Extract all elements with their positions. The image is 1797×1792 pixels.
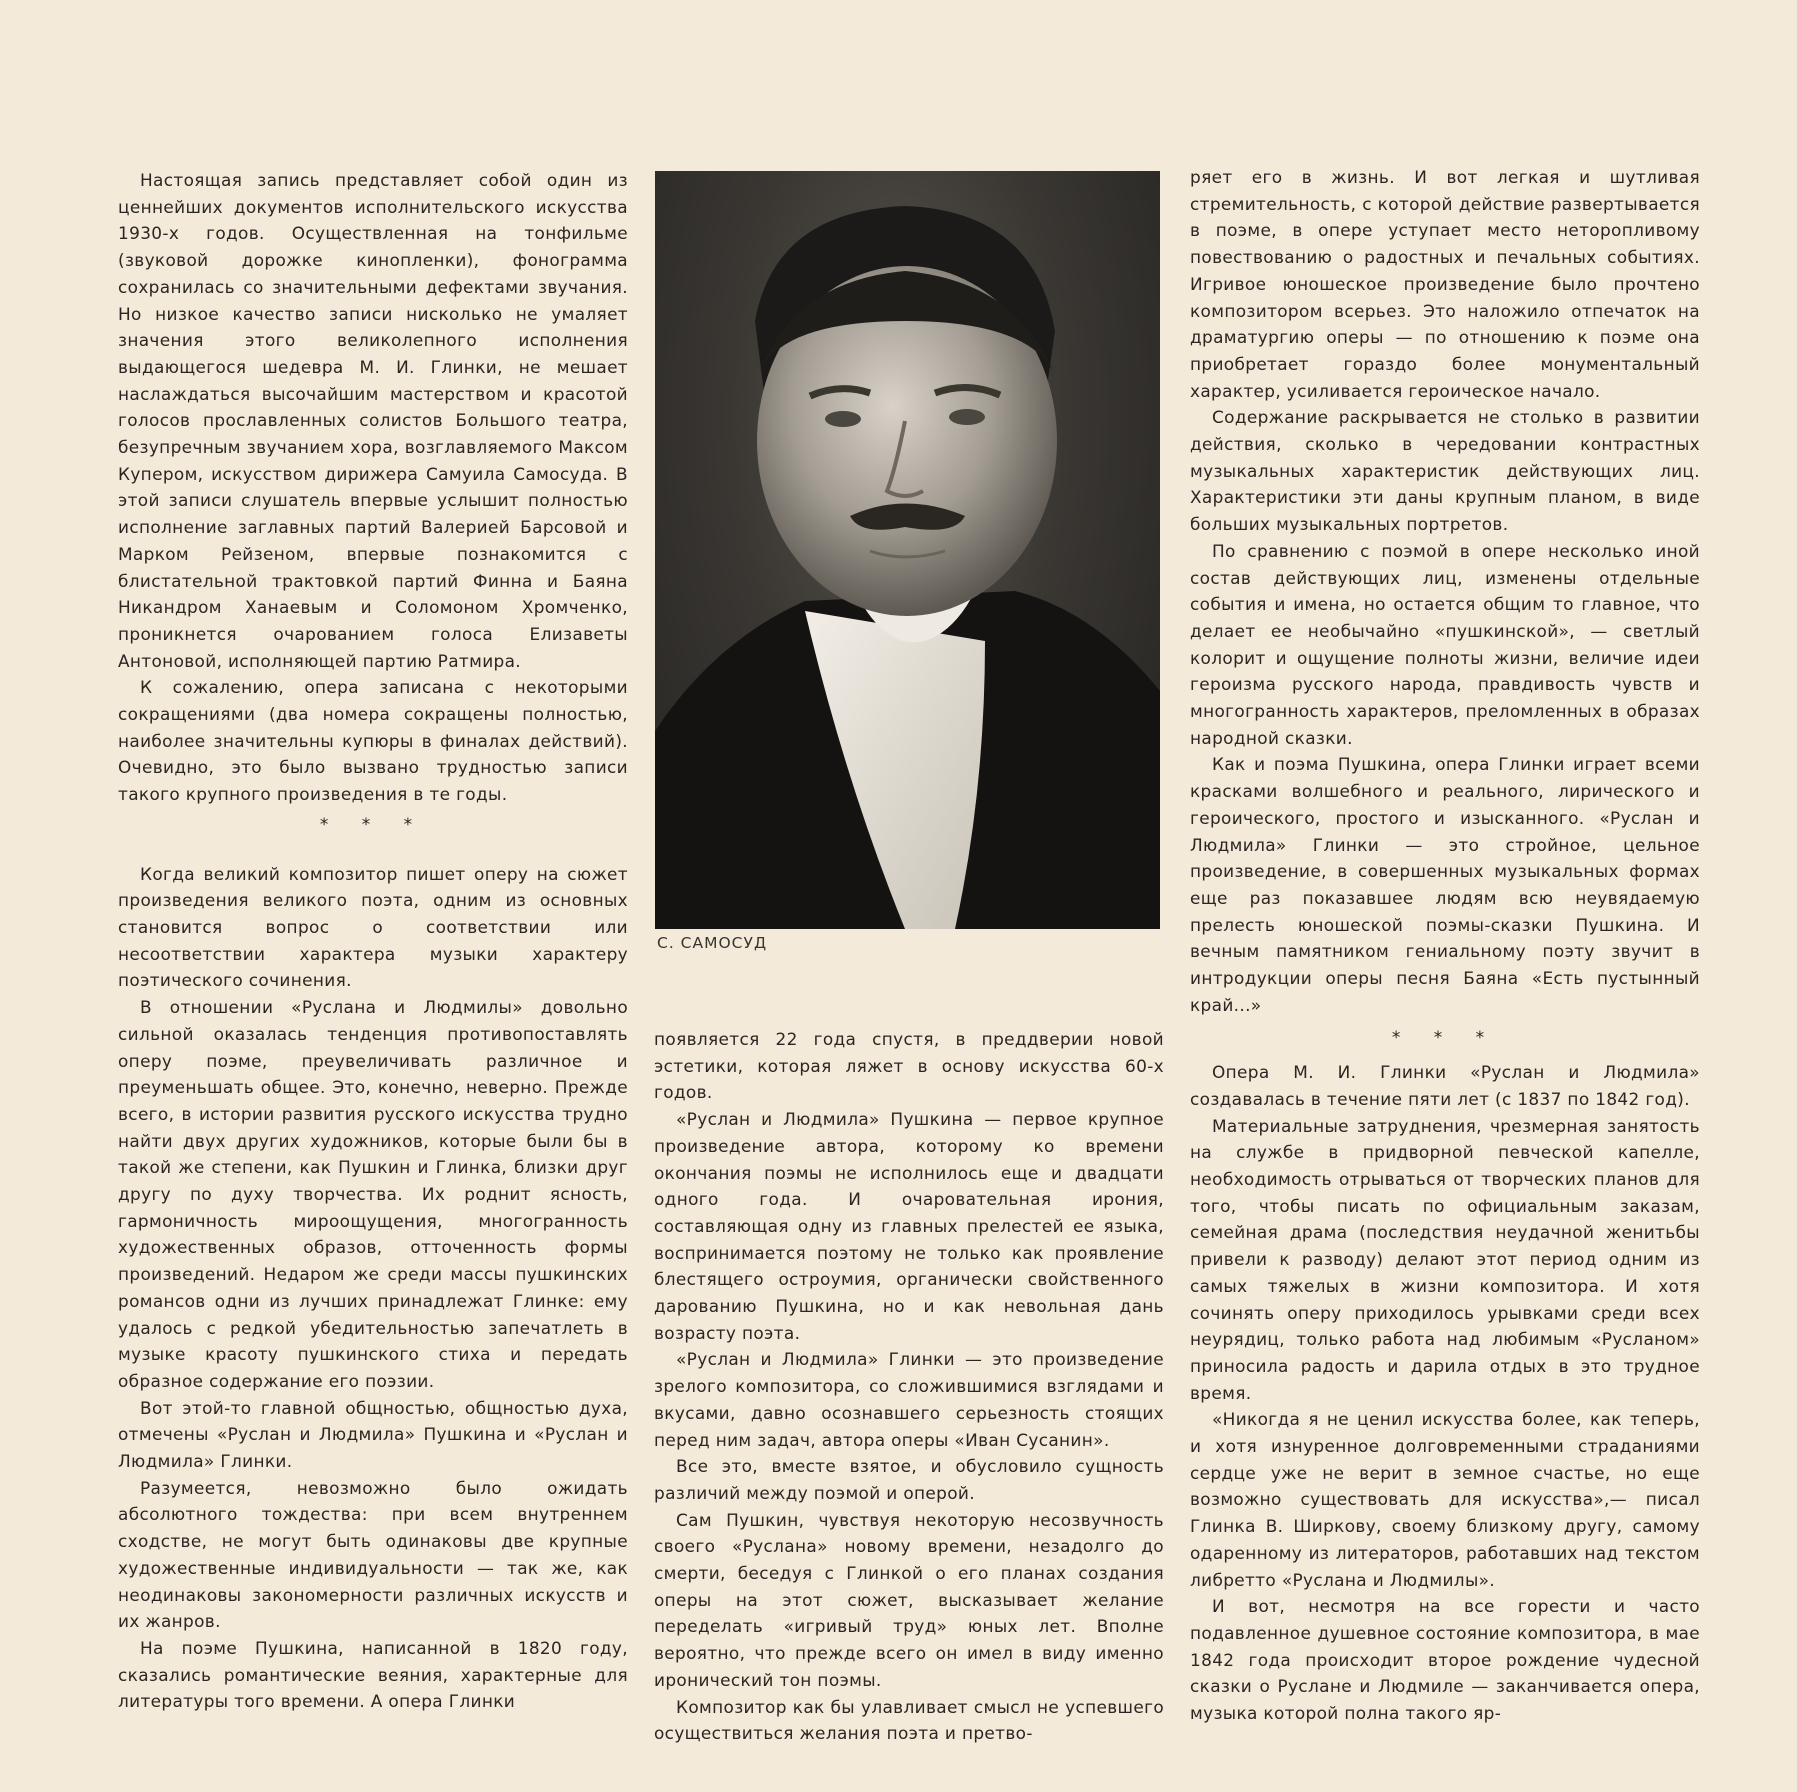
text-column-middle [654, 1026, 1164, 1747]
paragraph: Все это, вместе взятое, и обусловило сущность различий между поэмой и оперой. [654, 1456, 1164, 1503]
paragraph: «Руслан и Людмила» Глинки — это произведение зрелого композитора, со сложившимися взглядами и вкусами, давно осознавшего серьезность стоящих перед ним задач, автора оперы «Иван Сусанин». [654, 1349, 1164, 1450]
text-column-left [118, 167, 628, 1715]
paragraph: И вот, несмотря на все горести и часто подавленное душевное состояние композитора, в мае 1842 года происходит второе рождение чудесной сказки о Руслане и Людмиле — заканчивается опера, музыка которой полна такого яр- [1190, 1596, 1700, 1724]
photo-caption: С. САМОСУД [657, 934, 768, 952]
paragraph: «Руслан и Людмила» Пушкина — первое крупное произведение автора, которому ко времени окончания поэмы не исполнилось еще и двадцати одного года. И очаровательная ирония, составляющая одну из главных прелестей ее языка, воспринимается поэтому не только как проявление блестящего остроумия, органически свойственного дарованию Пушкина, но и как невольная дань возрасту поэта. [654, 1109, 1164, 1343]
paragraph: Как и поэма Пушкина, опера Глинки играет всеми красками волшебного и реального, лирического и героического, простого и изысканного. «Руслан и Людмила» Глинки — это стройное, цельное произведение, в совершенных музыкальных формах еще раз показавшее людям всю неувядаемую прелесть юношеской поэмы-сказки Пушкина. И вечным памятником гениальному поэту звучит в интродукции оперы песня Баяна «Есть пустынный край...» [1190, 754, 1700, 1015]
paragraph: В отношении «Руслана и Людмилы» довольно сильной оказалась тенденция противопоставлять оперу поэме, преувеличивать различное и преуменьшать общее. Это, конечно, неверно. Прежде всего, в истории развития русского искусства трудно найти двух других художников, которые были бы в такой же степени, как Пушкин и Глинка, близки друг другу по духу творчества. Их роднит ясность, гармоничность мироощущения, многогранность художественных образов, отточенность формы произведений. Недаром же среди массы пушкинских романсов одни из лучших принадлежат Глинке: ему удалось с редкой убедительностью запечатлеть в музыке красоту пушкинского стиха и передать образное содержание его поэзии. [118, 997, 628, 1391]
paragraph: К сожалению, опера записана с некоторыми сокращениями (два номера сокращены полностью, наиболее значительны купюры в финалах действий). Очевидно, это было вызвано трудностью записи такого крупного произведения в те годы. [118, 677, 628, 805]
portrait-illustration [655, 171, 1160, 929]
paragraph: На поэме Пушкина, написанной в 1820 году, сказались романтические веяния, характерные для литературы того времени. А опера Глинки [118, 1637, 628, 1712]
paragraph: Материальные затруднения, чрезмерная занятость на службе в придворной певческой капелле, необходимость отрываться от творческих планов для того, чтобы писать по официальным заказам, семейная драма (последствия неудачной женитьбы привели к разводу) делают этот период одним из самых тяжелых в жизни композитора. И хотя сочинять оперу приходилось урывками среди всех неурядиц, только работа над любимым «Русланом» приносила радость и дарила отдых в это трудное время. [1190, 1115, 1700, 1403]
text-column-right [1190, 164, 1700, 1727]
paragraph: Опера М. И. Глинки «Руслан и Людмила» создавалась в течение пяти лет (с 1837 по 1842 год). [1190, 1062, 1700, 1109]
paragraph: «Никогда я не ценил искусства более, как теперь, и хотя изнуренное долговременными страданиями сердце уже не верит в земное счастье, но еще возможно существовать для искусства»,— писал Глинка В. Ширкову, своему близкому другу, самому одаренному из литераторов, работавших над текстом либретто «Руслана и Людмилы». [1190, 1409, 1700, 1590]
paragraph: По сравнению с поэмой в опере несколько иной состав действующих лиц, изменены отдельные события и имена, но остается общим то главное, что делает ее необычайно «пушкинской», — светлый колорит и ощущение полноты жизни, величие идеи героизма русского народа, правдивость чувств и многогранность характеров, преломленных в образах народной сказки. [1190, 540, 1700, 748]
paragraph: Содержание раскрывается не столько в развитии действия, сколько в чередовании контрастных музыкальных характеристик действующих лиц. Характеристики эти даны крупным планом, в виде больших музыкальных портретов. [1190, 407, 1700, 535]
paragraph: Вот этой-то главной общностью, общностью духа, отмечены «Руслан и Людмила» Пушкина и «Руслан и Людмила» Глинки. [118, 1397, 628, 1472]
paragraph: ряет его в жизнь. И вот легкая и шутливая стремительность, с которой действие развертывается в поэме, в опере уступает место неторопливому повествованию о радостных и печальных событиях. Игривое юношеское произведение было прочтено композитором всерьез. Это наложило отпечаток на драматургию оперы — по отношению к поэме она приобретает гораздо более монументальный характер, усиливается героическое начало. [1190, 167, 1700, 401]
paragraph: Разумеется, невозможно было ожидать абсолютного тождества: при всем внутреннем сходстве, не могут быть одинаковы две крупные художественные индивидуальности — так же, как неодинаковы закономерности различных искусств и их жанров. [118, 1477, 628, 1632]
portrait-photo [655, 171, 1160, 929]
paragraph: Сам Пушкин, чувствуя некоторую несозвучность своего «Руслана» новому времени, незадолго до смерти, беседуя с Глинкой о его планах создания оперы на этот сюжет, высказывает желание переделать «игривый труд» юных лет. Вполне вероятно, что прежде всего он имел в виду именно иронический тон поэмы. [654, 1509, 1164, 1690]
paragraph: появляется 22 года спустя, в преддверии новой эстетики, которая ляжет в основу искусства 60-х годов. [654, 1029, 1164, 1103]
paragraph: Когда великий композитор пишет оперу на сюжет произведения великого поэта, одним из основных становится вопрос о соответствии или несоответствии характера музыки характеру поэтического сочинения. [118, 863, 628, 991]
paragraph: Композитор как бы улавливает смысл не успевшего осуществиться желания поэта и претво- [654, 1696, 1164, 1744]
paragraph: Настоящая запись представляет собой один из ценнейших документов исполнительского искусства 1930-х годов. Осуществленная на тонфильме (звуковой дорожке кинопленки), фонограмма сохранилась со значительными дефектами звучания. Но низкое качество записи нисколько не умаляет значения этого великолепного исполнения выдающегося шедевра М. И. Глинки, не мешает наслаждаться высочайшим мастерством и красотой голосов прославленных солистов Большого театра, безупречным звучанием хора, возглавляемого Максом Купером, искусством дирижера Самуила Самосуда. В этой записи слушатель впервые услышит полностью исполнение заглавных партий Валерией Барсовой и Марком Рейзеном, впервые познакомится с блистательной трактовкой партий Финна и Баяна Никандром Ханаевым и Соломоном Хромченко, проникнется очарованием голоса Елизаветы Антоновой, исполняющей партию Ратмира. [118, 170, 628, 671]
section-separator: * * * [1391, 1027, 1499, 1048]
section-separator: * * * [319, 814, 427, 835]
